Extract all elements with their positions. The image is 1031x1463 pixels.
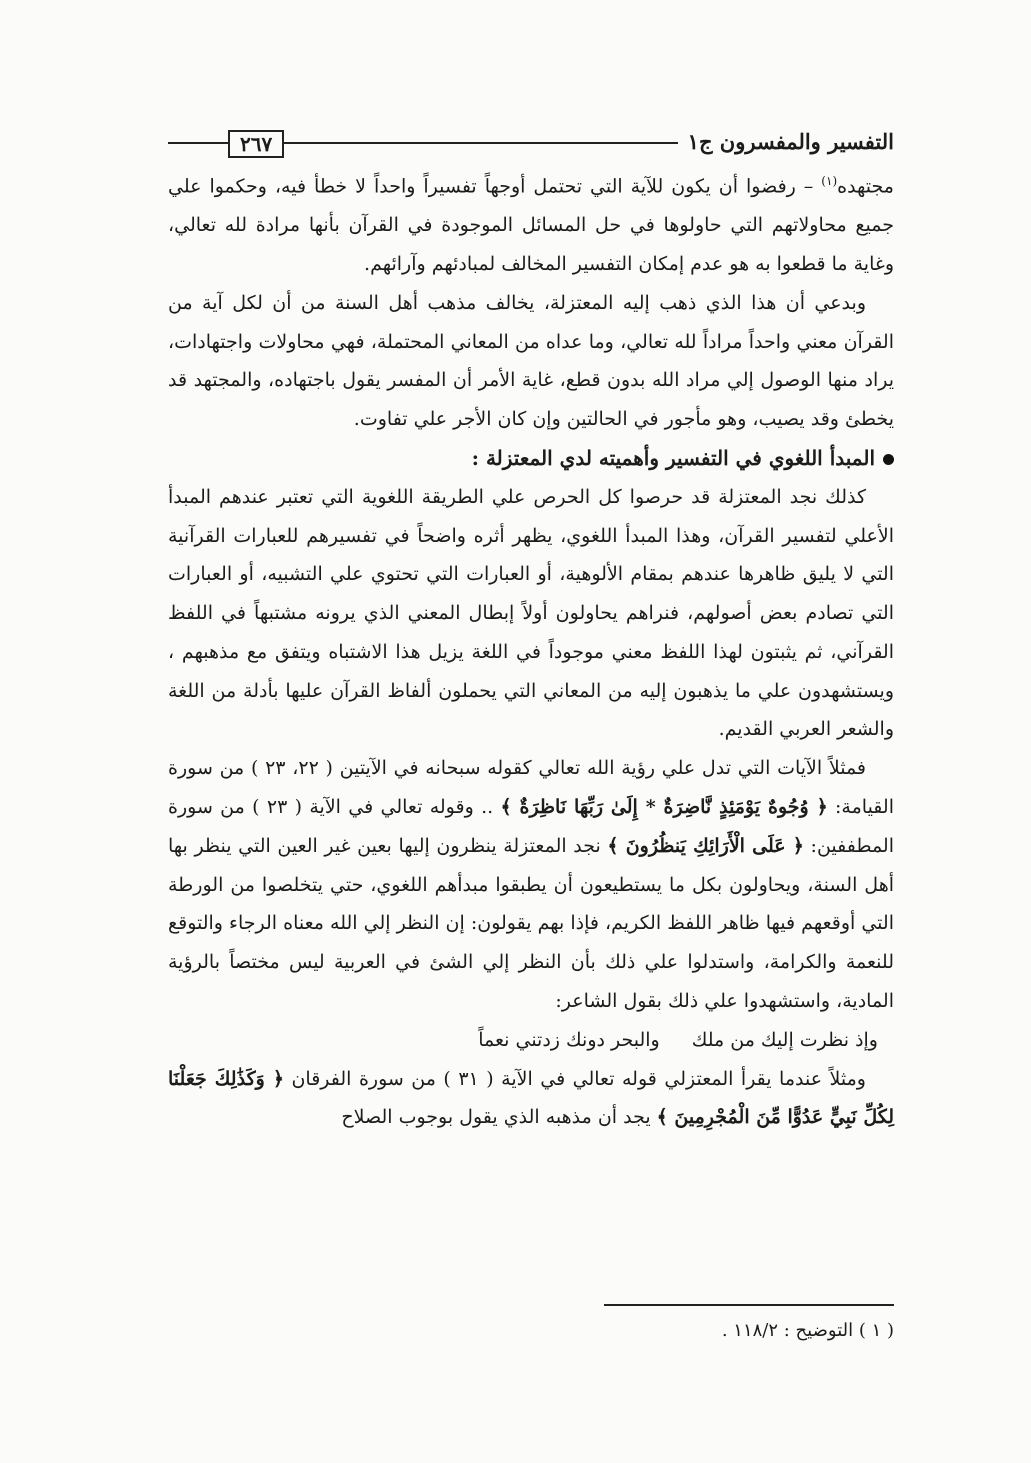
- paragraph-2: وبدعي أن هذا الذي ذهب إليه المعتزلة، يخالف مذهب أهل السنة من أن لكل آية من القرآن معني واحداً مراداً لله تعالي، وما عداه من المعاني المحتملة، فهي محاولات واجتهادات، يراد منها الوصول إلي مراد الله بدون قطع، غاية الأمر أن المفسر يقول باجتهاده، والمجتهد قد يخطئ وقد يصيب، وهو مأجور في الحالتين وإن كان الأجر علي تفاوت.: [168, 291, 894, 431]
- footnote: ( ١ ) التوضيح : ١١٨/٢ .: [721, 1320, 894, 1341]
- bullet-icon: [883, 454, 894, 465]
- paragraph-4-part-a: فمثلاً الآيات التي تدل علي رؤية الله تعالي كقوله سبحانه في الآيتين ( ٢٢، ٢٣ ) من سورة القيامة:: [168, 757, 894, 819]
- poem-first-hemistich: وإذ نظرت إليك من ملك: [691, 1028, 878, 1051]
- paragraph-4-part-c: نجد المعتزلة ينظرون إليها بعين غير العين التي ينظر بها أهل السنة، ويحاولون بكل ما يستطيعون أن يطبقوا مبدأهم اللغوي، حتي يتخلصوا من الورطة التي أوقعهم فيها ظاهر اللفظ الكريم، فإذا بهم يقولون: إن النظر إلي الله معناه الرجاء والتوقع للنعمة والكرامة، واستدلوا علي ذلك بأن النظر إلي الشئ في العربية ليس مختصاً بالرؤية المادية، واستشهدوا علي ذلك بقول الشاعر:: [168, 834, 894, 1013]
- footnote-divider: [604, 1304, 894, 1306]
- section-heading-text: المبدأ اللغوي في التفسير وأهميته لدي المعتزلة :: [471, 445, 875, 470]
- section-heading: [168, 439, 894, 478]
- paragraph-5-part-a: ومثلاً عندما يقرأ المعتزلي قوله تعالي في الآية ( ٣١ ) من سورة الفرقان: [283, 1067, 866, 1090]
- poem-second-hemistich: والبحر دونك زدتني نعماً: [478, 1028, 660, 1051]
- paragraph-5: [168, 1060, 894, 1138]
- running-title: التفسير والمفسرون ج١: [678, 129, 894, 158]
- paragraph-1-rest: – رفضوا أن يكون للآية التي تحتمل أوجهاً تفسيراً واحداً لا خطأ فيه، وحكموا علي جميع محاولاتهم التي حاولوها في حل المسائل الموجودة في القرآن بأنها مرادة لله تعالي، وغاية ما قطعوا به هو عدم إمكان التفسير المخالف لمبادئهم وآرائهم.: [168, 175, 894, 275]
- quran-verse-qiyamah: ﴿ وُجُوهٌ يَوْمَئِذٍ نَّاضِرَةٌ * إِلَىٰ رَبِّهَا نَاظِرَةٌ ﴾: [500, 796, 828, 819]
- body-text: [168, 162, 894, 1137]
- paragraph-1-start: مجتهده: [837, 175, 894, 198]
- paragraph-1: [168, 162, 894, 284]
- poem-verse: [168, 1021, 894, 1060]
- page-number: ٢٦٧: [228, 130, 284, 158]
- document-page: [168, 92, 894, 1392]
- quran-verse-mutaffifin: ﴿ عَلَى الْأَرَائِكِ يَنظُرُونَ ﴾: [607, 834, 804, 857]
- paragraph-4-part-b: .. وقوله تعالي في الآية ( ٢٣ ) من سورة المطففين:: [168, 796, 895, 857]
- quran-verse-furqan: ﴿ وَكَذَٰلِكَ جَعَلْنَا لِكُلِّ نَبِيٍّ عَدُوًّا مِّنَ الْمُجْرِمِينَ ﴾: [168, 1067, 894, 1129]
- paragraph-5-part-b: يجد أن مذهبه الذي يقول بوجوب الصلاح: [341, 1106, 657, 1129]
- footnote-reference[interactable]: (١): [821, 174, 838, 188]
- paragraph-4: [168, 749, 894, 1021]
- page-header: [168, 92, 894, 156]
- paragraph-3: كذلك نجد المعتزلة قد حرصوا كل الحرص علي الطريقة اللغوية التي تعتبر عندهم المبدأ الأعلي لتفسير القرآن، وهذا المبدأ اللغوي، يظهر أثره واضحاً في تفسيرهم للعبارات القرآنية التي لا يليق ظاهرها عندهم بمقام الألوهية، أو العبارات التي تحتوي علي التشبيه، أو العبارات التي تصادم بعض أصولهم، فنراهم يحاولون أولاً إبطال المعني الذي يرونه مشتبهاً في اللفظ القرآني، ثم يثبتون لهذا اللفظ معني موجوداً في اللغة يزيل هذا الاشتباه ويتفق مع مذهبهم ، ويستشهدون علي ما يذهبون إليه من المعاني التي يحملون ألفاظ القرآن عليها بأدلة من اللغة والشعر العربي القديم.: [168, 485, 894, 741]
